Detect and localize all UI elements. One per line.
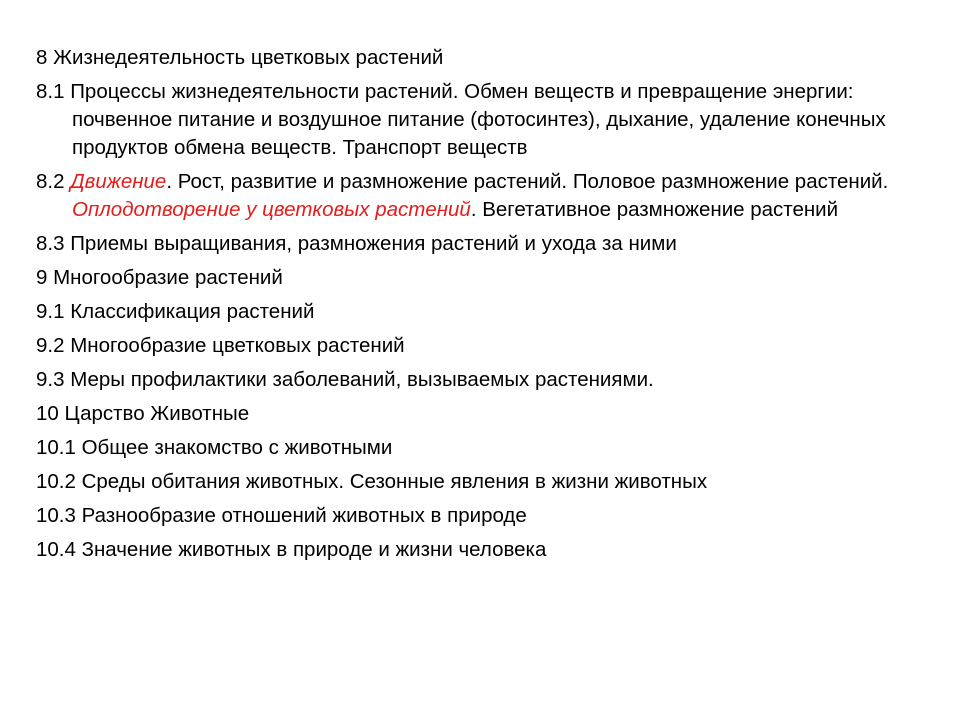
topic-8-2-middle: . Рост, развитие и размножение растений. Половое размножение растений. (166, 170, 889, 193)
topic-8-2-tail: . Вегетативное размножение растений (470, 198, 839, 221)
topic-10-4: 10.4 Значение животных в природе и жизни человека (36, 538, 547, 561)
topic-10: 10 Царство Животные (36, 402, 250, 425)
topic-8-1: 8.1 Процессы жизнедеятельности растений. Обмен веществ и превращение энергии: почвенное питание и воздушное питание (фотосинтез), дыхание, удаление конечных продуктов обмена веществ. Транспорт веществ (36, 80, 886, 159)
topic-9: 9 Многообразие растений (36, 266, 283, 289)
topic-10-1: 10.1 Общее знакомство с животными (36, 436, 393, 459)
topic-list (36, 44, 926, 570)
topic-9-1: 9.1 Классификация растений (36, 300, 315, 323)
topic-9-2: 9.2 Многообразие цветковых растений (36, 334, 405, 357)
topic-10-2: 10.2 Среды обитания животных. Сезонные явления в жизни животных (36, 470, 708, 493)
topic-8-2-highlight-movement: Движение (70, 170, 167, 193)
topic-8: 8 Жизнедеятельность цветковых растений (36, 46, 444, 69)
topic-8-2-prefix: 8.2 (36, 170, 71, 193)
topic-8-3: 8.3 Приемы выращивания, размножения растений и ухода за ними (36, 232, 677, 255)
topic-9-3: 9.3 Меры профилактики заболеваний, вызываемых растениями. (36, 368, 654, 391)
topic-10-3: 10.3 Разнообразие отношений животных в природе (36, 504, 527, 527)
topic-8-2 (36, 168, 926, 224)
topic-8-2-highlight-fertilization: Оплодотворение у цветковых растений (72, 198, 471, 221)
